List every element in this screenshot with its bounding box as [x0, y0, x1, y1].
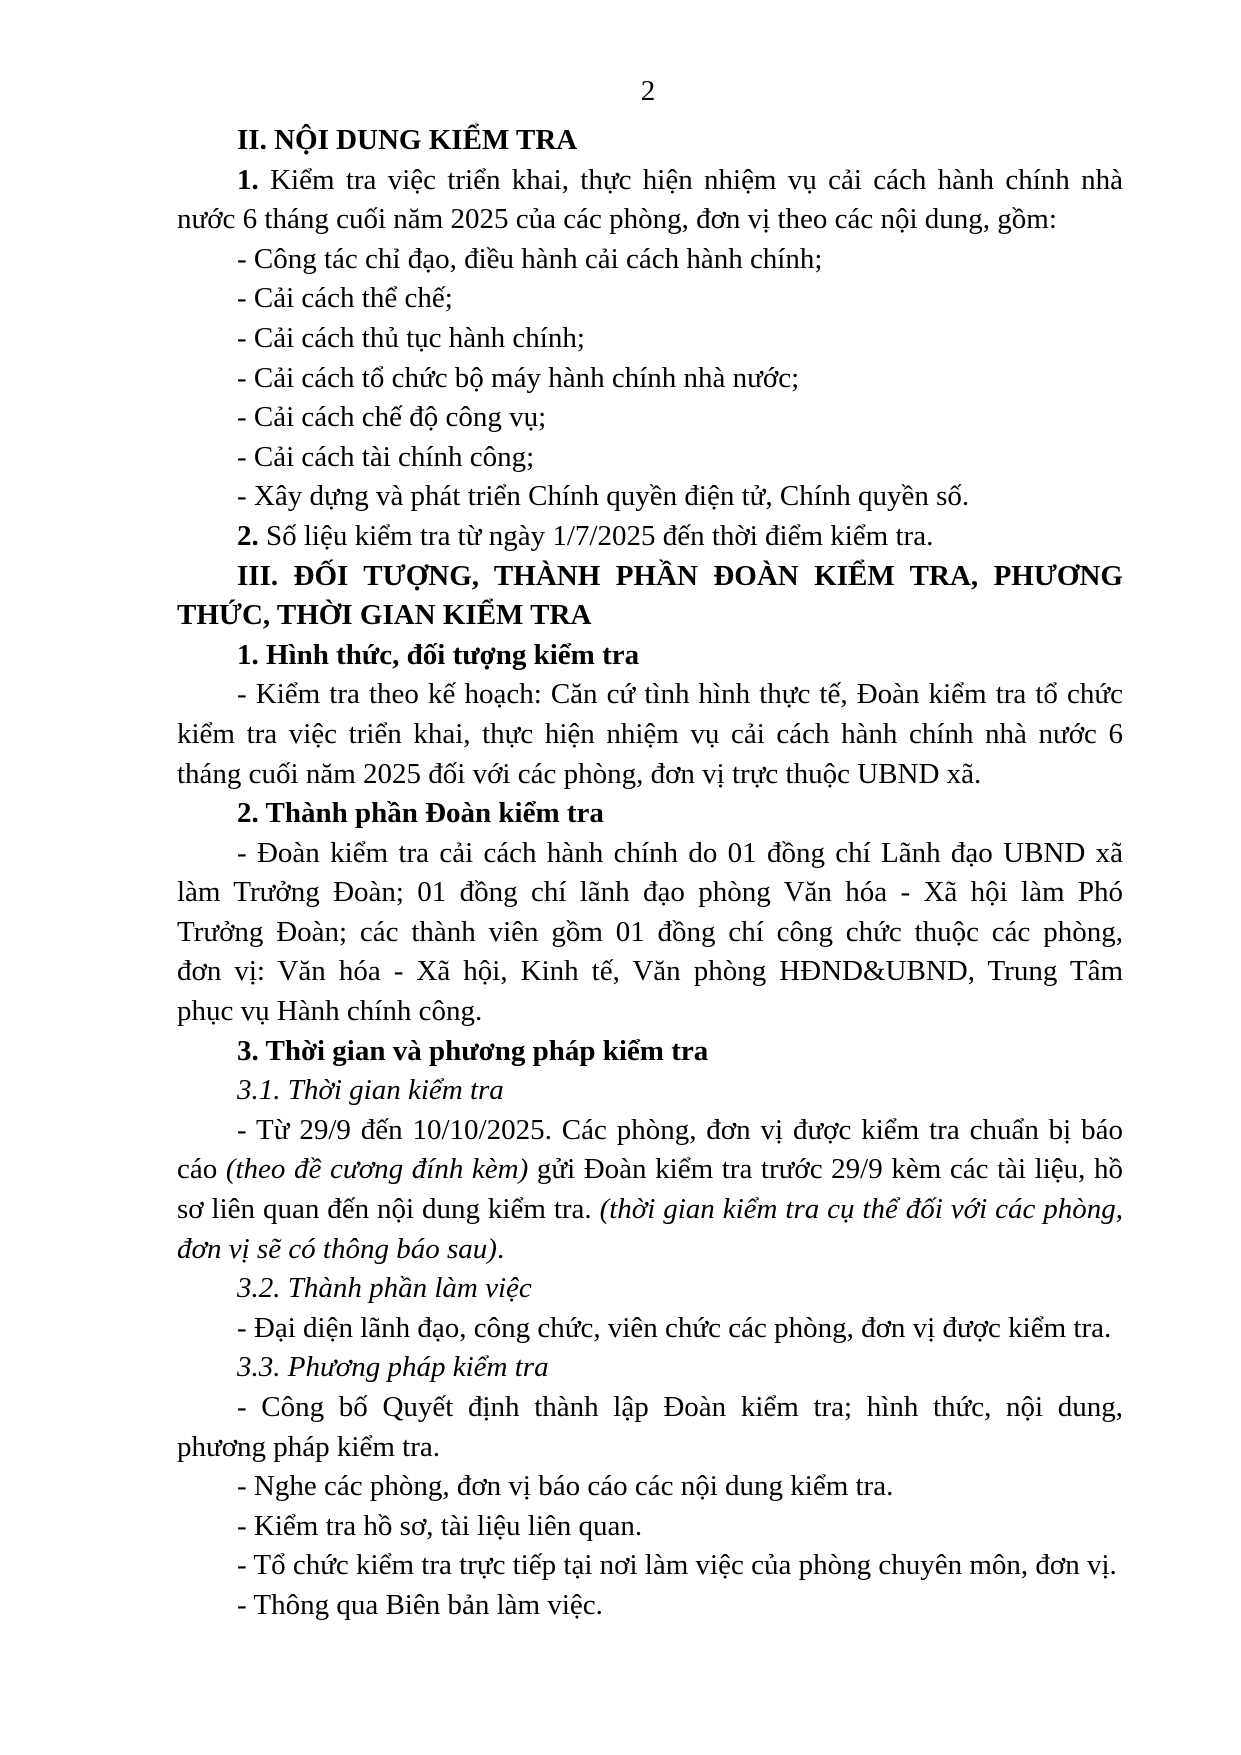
text-line — [177, 992, 1123, 1032]
bold-text: II. NỘI DUNG KIỂM TRA — [237, 124, 578, 156]
text-line — [177, 1546, 1123, 1586]
text-run: - Kiểm tra theo kế hoạch: Căn cứ tình hình thực tế, Đoàn kiểm tra tổ chức — [237, 678, 1123, 711]
text-run: đơn vị: Văn hóa - Xã hội, Kinh tế, Văn phòng HĐND&UBND, Trung Tâm — [177, 955, 1123, 988]
text-line — [177, 873, 1123, 913]
text-run: - Cải cách thủ tục hành chính; — [237, 321, 585, 354]
text-line — [177, 398, 1123, 438]
sub-sub-heading — [177, 1348, 1123, 1388]
bullet — [177, 1586, 1123, 1626]
text-run: - Từ 29/9 đến 10/10/2025. Các phòng, đơn vị được kiểm tra chuẩn bị báo — [237, 1113, 1123, 1146]
text-line — [177, 1428, 1123, 1468]
text-line — [177, 596, 1123, 636]
text-run: gửi Đoàn kiểm tra trước 29/9 kèm các tài liệu, hồ — [528, 1153, 1123, 1186]
text-run: cáo — [177, 1153, 226, 1186]
text-line — [177, 1586, 1123, 1626]
italic-text: 3.3. Phương pháp kiểm tra — [237, 1351, 549, 1384]
text-run: kiểm tra việc triển khai, thực hiện nhiệm vụ cải cách hành chính nhà nước 6 — [177, 717, 1123, 750]
text-line — [177, 715, 1123, 755]
text-run: - Xây dựng và phát triển Chính quyền điện tử, Chính quyền số. — [237, 480, 970, 513]
text-run: Số liệu kiểm tra từ ngày 1/7/2025 đến thời điểm kiểm tra. — [258, 519, 934, 552]
text-line — [177, 121, 1123, 161]
text-run: Trưởng Đoàn; các thành viên gồm 01 đồng chí công chức thuộc các phòng, — [177, 915, 1123, 948]
text-run: - Đại diện lãnh đạo, công chức, viên chức các phòng, đơn vị được kiểm tra. — [237, 1311, 1112, 1344]
bullet — [177, 1507, 1123, 1547]
text-line — [177, 1071, 1123, 1111]
text-run: - Đoàn kiểm tra cải cách hành chính do 01 đồng chí Lãnh đạo UBND xã — [237, 836, 1123, 869]
text-run: - Thông qua Biên bản làm việc. — [237, 1588, 603, 1621]
text-run: Kiểm tra việc triển khai, thực hiện nhiệm vụ cải cách hành chính nhà — [258, 163, 1123, 196]
sub-heading — [177, 636, 1123, 676]
text-run: - Công tác chỉ đạo, điều hành cải cách hành chính; — [237, 242, 823, 275]
text-run: . — [496, 1232, 505, 1265]
bullet — [177, 279, 1123, 319]
text-run: nước 6 tháng cuối năm 2025 của các phòng, đơn vị theo các nội dung, gồm: — [177, 203, 1057, 236]
text-line — [177, 200, 1123, 240]
text-line — [177, 1230, 1123, 1270]
text-run: sơ liên quan đến nội dung kiểm tra. — [177, 1193, 600, 1226]
text-line — [177, 517, 1123, 557]
text-line — [177, 834, 1123, 874]
text-line — [177, 794, 1123, 834]
bullet — [177, 398, 1123, 438]
sub-heading — [177, 794, 1123, 834]
italic-text: (theo đề cương đính kèm) — [225, 1153, 529, 1186]
numbered-paragraph — [177, 517, 1123, 557]
bullet — [177, 1111, 1123, 1269]
text-run: làm Trưởng Đoàn; 01 đồng chí lãnh đạo phòng Văn hóa - Xã hội làm Phó — [177, 876, 1123, 909]
text-line — [177, 1467, 1123, 1507]
text-line — [177, 438, 1123, 478]
page-number: 2 — [640, 75, 656, 107]
text-line — [177, 1150, 1123, 1190]
section-heading — [177, 557, 1123, 636]
bullet — [177, 1309, 1123, 1349]
text-line — [177, 1190, 1123, 1230]
text-line — [177, 1507, 1123, 1547]
text-run: - Cải cách tổ chức bộ máy hành chính nhà nước; — [237, 361, 800, 394]
bullet — [177, 1546, 1123, 1586]
numbered-paragraph — [177, 161, 1123, 240]
sub-sub-heading — [177, 1269, 1123, 1309]
text-line — [177, 1348, 1123, 1388]
text-line — [177, 319, 1123, 359]
bullet — [177, 240, 1123, 280]
text-run: - Nghe các phòng, đơn vị báo cáo các nội dung kiểm tra. — [237, 1470, 894, 1503]
bullet — [177, 834, 1123, 1032]
italic-text: đơn vị sẽ có thông báo sau) — [177, 1232, 497, 1265]
text-line — [177, 240, 1123, 280]
bold-text: 3. Thời gian và phương pháp kiểm tra — [237, 1034, 709, 1067]
text-run: - Cải cách tài chính công; — [237, 440, 535, 473]
sub-heading — [177, 1032, 1123, 1072]
bullet — [177, 1467, 1123, 1507]
bullet — [177, 477, 1123, 517]
text-run: - Cải cách thể chế; — [237, 282, 453, 315]
text-line — [177, 1388, 1123, 1428]
text-line — [177, 1111, 1123, 1151]
text-line — [177, 636, 1123, 676]
text-line — [177, 1269, 1123, 1309]
sub-sub-heading — [177, 1071, 1123, 1111]
bold-text: III. ĐỐI TƯỢNG, THÀNH PHẦN ĐOÀN KIỂM TRA, PHƯƠNG — [237, 559, 1123, 592]
text-line — [177, 477, 1123, 517]
bullet — [177, 319, 1123, 359]
bold-text: 2. Thành phần Đoàn kiểm tra — [237, 797, 604, 830]
text-line — [177, 913, 1123, 953]
bullet — [177, 675, 1123, 794]
text-run: tháng cuối năm 2025 đối với các phòng, đơn vị trực thuộc UBND xã. — [177, 757, 982, 790]
text-run: - Cải cách chế độ công vụ; — [237, 401, 547, 434]
text-line — [177, 161, 1123, 201]
italic-text: 3.2. Thành phần làm việc — [237, 1272, 532, 1305]
bold-text: 1. — [237, 163, 259, 196]
text-run: - Công bố Quyết định thành lập Đoàn kiểm tra; hình thức, nội dung, — [237, 1391, 1123, 1423]
bold-text: 1. Hình thức, đối tượng kiểm tra — [237, 638, 640, 671]
text-line — [177, 279, 1123, 319]
bold-text: THỨC, THỜI GIAN KIỂM TRA — [177, 599, 592, 632]
section-heading — [177, 121, 1123, 161]
text-run: - Kiểm tra hồ sơ, tài liệu liên quan. — [237, 1509, 643, 1542]
text-run: - Tổ chức kiểm tra trực tiếp tại nơi làm việc của phòng chuyên môn, đơn vị. — [237, 1549, 1117, 1582]
text-line — [177, 1309, 1123, 1349]
bullet — [177, 359, 1123, 399]
text-run: phục vụ Hành chính công. — [177, 995, 483, 1028]
italic-text: 3.1. Thời gian kiểm tra — [237, 1074, 504, 1107]
text-line — [177, 952, 1123, 992]
text-line — [177, 359, 1123, 399]
document-body — [177, 121, 1123, 1626]
text-line — [177, 675, 1123, 715]
bullet — [177, 438, 1123, 478]
text-line — [177, 557, 1123, 597]
italic-text: (thời gian kiểm tra cụ thể đối với các phòng, — [599, 1193, 1123, 1226]
text-run: phương pháp kiểm tra. — [177, 1430, 440, 1463]
text-line — [177, 1032, 1123, 1072]
bullet — [177, 1388, 1123, 1467]
bold-text: 2. — [237, 519, 259, 552]
text-line — [177, 755, 1123, 795]
